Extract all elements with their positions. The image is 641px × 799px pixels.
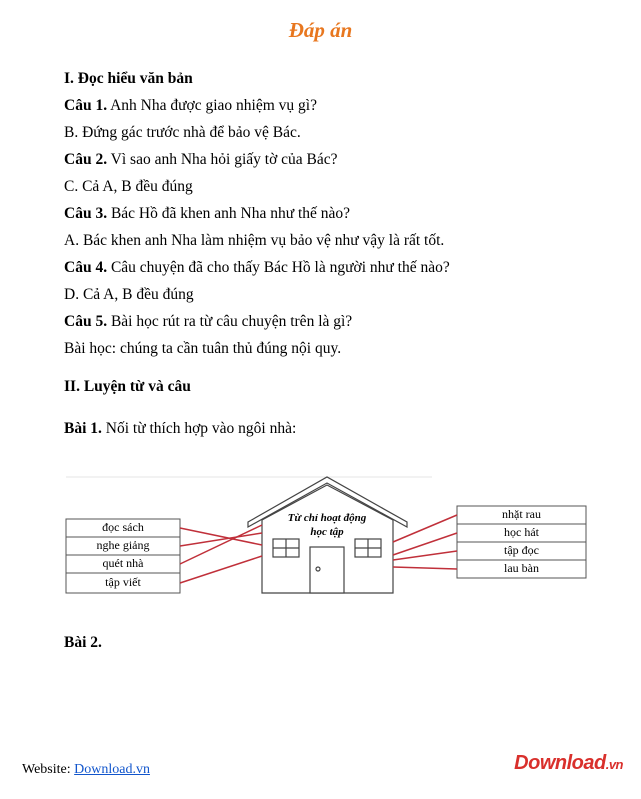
question-2: Câu 2. Vì sao anh Nha hỏi giấy tờ của Bác? <box>64 151 338 168</box>
right-word-2: học hát <box>504 525 539 539</box>
page-title: Đáp án <box>288 18 353 42</box>
answer-2: C. Cả A, B đều đúng <box>64 178 193 195</box>
left-word-3: quét nhà <box>102 556 144 570</box>
answer-3: A. Bác khen anh Nha làm nhiệm vụ bảo vệ như vậy là rất tốt. <box>64 232 445 249</box>
line-lau-ban <box>393 567 457 569</box>
bai1-prompt: Bài 1. Nối từ thích hợp vào ngôi nhà: <box>64 420 297 437</box>
question-3: Câu 3. Bác Hồ đã khen anh Nha như thế nào? <box>64 205 351 222</box>
question-1: Câu 1. Anh Nha được giao nhiệm vụ gì? <box>64 97 317 114</box>
question-5: Câu 5. Bài học rút ra từ câu chuyện trên là gì? <box>64 313 353 330</box>
left-word-1: đọc sách <box>102 520 144 534</box>
footer-link[interactable]: Download.vn <box>74 762 150 777</box>
question-4: Câu 4. Câu chuyện đã cho thấy Bác Hồ là người như thế nào? <box>64 259 450 276</box>
section2-heading: II. Luyện từ và câu <box>64 378 191 395</box>
bai2-label: Bài 2. <box>64 634 102 651</box>
right-word-4: lau bàn <box>504 561 539 575</box>
answer-4: D. Cả A, B đều đúng <box>64 286 194 303</box>
house-title-line1: Từ chỉ hoạt động <box>287 512 367 524</box>
right-word-1: nhặt rau <box>502 507 541 521</box>
footer-website: Website: Download.vn <box>22 762 150 777</box>
section1-heading: I. Đọc hiểu văn bản <box>64 70 193 87</box>
brand-logo: Download.vn <box>514 752 623 774</box>
right-word-3: tập đọc <box>504 543 539 557</box>
answer-5: Bài học: chúng ta cần tuân thủ đúng nội quy. <box>64 340 342 357</box>
house-title-line2: học tập <box>310 526 344 538</box>
left-word-4: tập viết <box>105 575 141 589</box>
answer-1: B. Đứng gác trước nhà để bảo vệ Bác. <box>64 124 301 141</box>
left-word-2: nghe giảng <box>96 538 150 552</box>
line-tap-viet <box>180 556 262 583</box>
house-door <box>310 547 344 593</box>
door-knob <box>316 567 320 571</box>
